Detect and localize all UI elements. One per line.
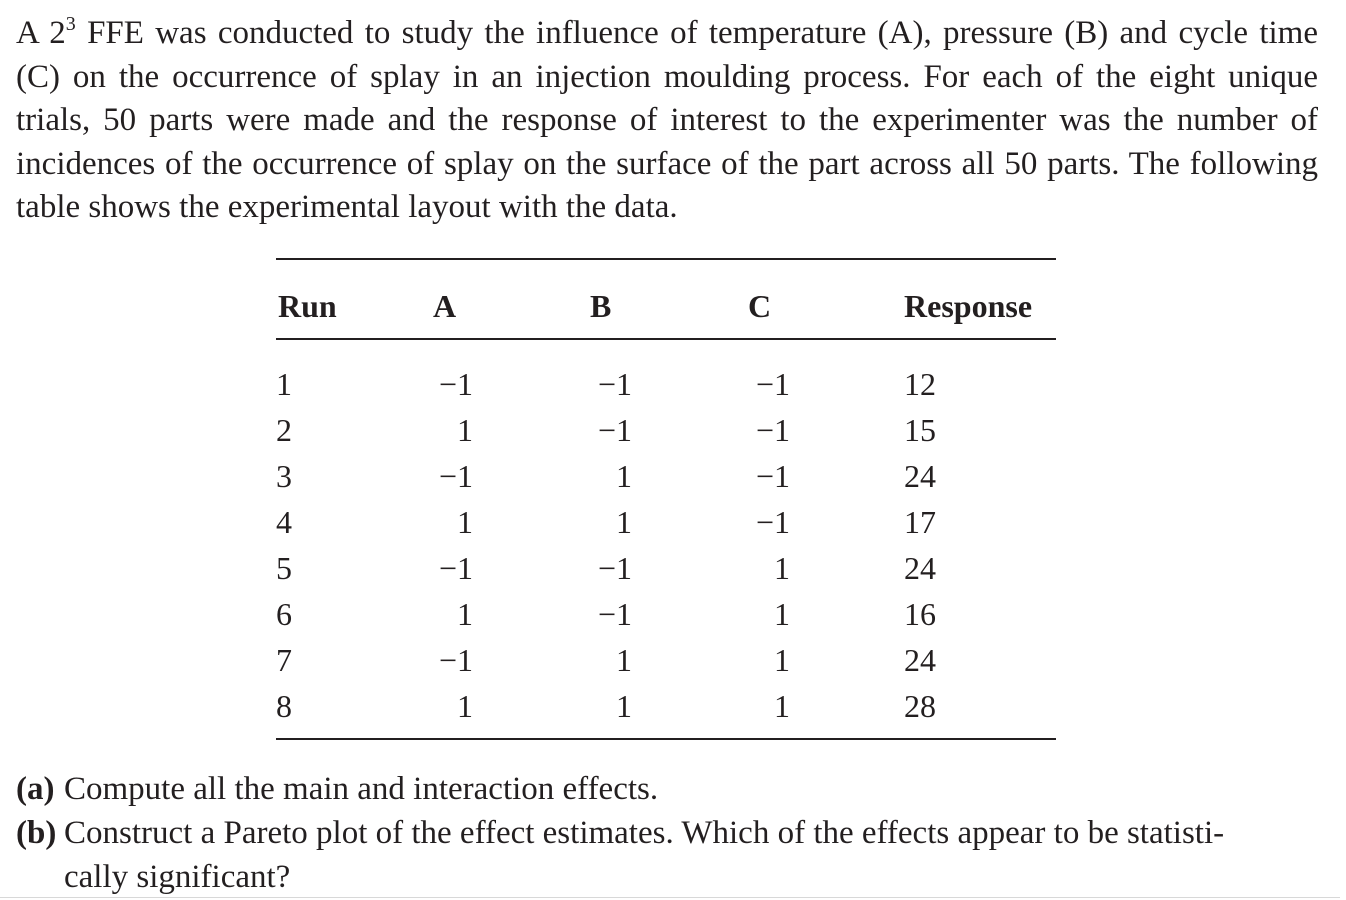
cell-c: −1 bbox=[755, 366, 790, 402]
table-top-rule bbox=[276, 258, 1056, 260]
cell-run: 4 bbox=[276, 504, 292, 540]
intro-body: FFE was conducted to study the influence of temperature (A), pressure (B) and cycle time (C) on the occurrence of splay in an injection moulding process. For each of the eight unique trials, 50 parts were made and the response of interest to the experimenter was the number of incidences of the occurrence of splay on the surface of the part across all 50 parts. The following table shows the experimental layout with the data. bbox=[16, 15, 1318, 226]
cell-a: −1 bbox=[438, 458, 473, 494]
cell-run: 1 bbox=[276, 366, 292, 402]
cell-response: 28 bbox=[904, 688, 936, 724]
header-run: Run bbox=[278, 288, 337, 324]
table-row bbox=[276, 499, 1056, 545]
cell-c: 1 bbox=[774, 550, 790, 586]
design-exponent: 3 bbox=[65, 13, 76, 35]
table-header-rule bbox=[276, 338, 1056, 340]
header-c: C bbox=[748, 288, 772, 324]
cell-c: −1 bbox=[755, 458, 790, 494]
cell-run: 7 bbox=[276, 642, 292, 678]
page-edge-divider bbox=[0, 897, 1340, 898]
table-row bbox=[276, 637, 1056, 683]
header-b: B bbox=[590, 288, 612, 324]
cell-a: 1 bbox=[457, 412, 473, 448]
cell-a: −1 bbox=[438, 550, 473, 586]
experimental-layout-table bbox=[276, 258, 1056, 742]
header-response: Response bbox=[904, 288, 1033, 324]
cell-response: 24 bbox=[904, 550, 936, 586]
cell-a: 1 bbox=[457, 688, 473, 724]
cell-b: −1 bbox=[597, 412, 632, 448]
table-row bbox=[276, 591, 1056, 637]
cell-b: −1 bbox=[597, 366, 632, 402]
table-bottom-rule bbox=[276, 738, 1056, 740]
cell-c: −1 bbox=[755, 504, 790, 540]
question-b-label: (b) bbox=[16, 815, 57, 851]
cell-run: 2 bbox=[276, 412, 292, 448]
cell-run: 5 bbox=[276, 550, 292, 586]
cell-run: 6 bbox=[276, 596, 292, 632]
cell-b: 1 bbox=[616, 458, 632, 494]
cell-a: −1 bbox=[438, 642, 473, 678]
cell-b: 1 bbox=[616, 688, 632, 724]
question-b-text-line2: cally significant? bbox=[64, 859, 291, 895]
cell-b: −1 bbox=[597, 550, 632, 586]
question-b-text-line1: Construct a Pareto plot of the effect estimates. Which of the effects appear to be statisti- bbox=[64, 815, 1225, 851]
cell-a: 1 bbox=[457, 504, 473, 540]
cell-c: 1 bbox=[774, 596, 790, 632]
table-row bbox=[276, 407, 1056, 453]
cell-response: 24 bbox=[904, 458, 936, 494]
cell-response: 12 bbox=[904, 366, 936, 402]
cell-a: 1 bbox=[457, 596, 473, 632]
cell-response: 17 bbox=[904, 504, 936, 540]
question-a-label: (a) bbox=[16, 771, 55, 807]
problem-statement bbox=[16, 12, 1318, 230]
cell-c: 1 bbox=[774, 642, 790, 678]
table-body bbox=[276, 361, 1056, 729]
table-row bbox=[276, 683, 1056, 729]
header-a: A bbox=[433, 288, 457, 324]
table-row bbox=[276, 545, 1056, 591]
cell-response: 15 bbox=[904, 412, 936, 448]
cell-response: 16 bbox=[904, 596, 936, 632]
cell-b: 1 bbox=[616, 642, 632, 678]
cell-c: 1 bbox=[774, 688, 790, 724]
table-row bbox=[276, 361, 1056, 407]
cell-a: −1 bbox=[438, 366, 473, 402]
intro-prefix: A 2 bbox=[16, 15, 66, 51]
cell-b: −1 bbox=[597, 596, 632, 632]
cell-b: 1 bbox=[616, 504, 632, 540]
cell-run: 3 bbox=[276, 458, 292, 494]
question-a-text: Compute all the main and interaction effects. bbox=[64, 771, 659, 807]
cell-response: 24 bbox=[904, 642, 936, 678]
cell-run: 8 bbox=[276, 688, 292, 724]
table-row bbox=[276, 453, 1056, 499]
cell-c: −1 bbox=[755, 412, 790, 448]
